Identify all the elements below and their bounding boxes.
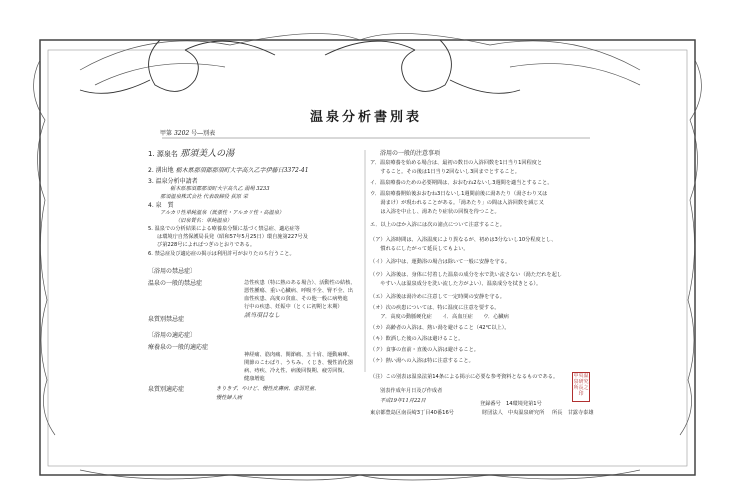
page-title: 温泉分析書別表 <box>310 110 423 125</box>
note-line: （ク）食事の直前・直後の入浴は避けること。 <box>370 347 479 353</box>
item-num: 5. <box>148 226 153 232</box>
item-num: 2. <box>148 167 154 174</box>
left-item-4 <box>148 202 174 210</box>
note-line: ア．温泉療養を始める場合は、最初の数日の入浴回数を1日当り1回程度と <box>370 160 543 166</box>
note-line: は入浴を中止し、湯あたり症状の回復を待つこと。 <box>370 209 500 215</box>
indication-heading: 〔浴用の適応症〕 <box>148 332 197 339</box>
item-text: 温泉での分析結果による療養泉分類に基づく禁忌症、適応症等 <box>154 226 300 232</box>
note-line: 慣れるにしたがって延長してもよい。 <box>370 246 469 252</box>
spring-name: 那須美人の湯 <box>180 149 235 159</box>
number-value: 3202 <box>173 130 190 137</box>
document-number <box>160 130 215 138</box>
specific-indication-line-2: 慢性婦人病 <box>216 395 242 401</box>
applicant-address: 栃木県那須郡那須町大字高久乙 湯場 3233 <box>170 186 270 192</box>
left-item-3 <box>148 178 198 186</box>
left-item-5-line3: び第228号によればつぎのとおりである。 <box>157 242 256 248</box>
item-text: 禁忌症及び適応症の掲示は利用許可がおりたのち行うこと。 <box>154 251 295 257</box>
registry-number: 登録番号 14環境発第1号 <box>480 401 542 407</box>
contra-line-3: 血性疾患、高度の貧血、その他一般に病勢進 <box>244 296 348 302</box>
item-label: 泉 質 <box>155 202 174 209</box>
contra-line-4: 行中の疾患、妊娠中（とくに初期と末期） <box>244 304 343 310</box>
contra-heading: 〔浴用の禁忌症〕 <box>148 268 197 275</box>
contra-line-2: 悪性腫瘍、重い心臓病、呼吸不全、腎不全、出 <box>244 288 353 294</box>
item-num: 1. <box>148 150 155 158</box>
note-line: ウ．温泉療養開始後おおむね3日ないし1週間前後に湯あたり（湯さわり又は <box>370 191 548 197</box>
note-line: ア．高度の動脈硬化症 イ．高血圧症 ウ．心臓病 <box>370 314 509 320</box>
specific-contra-label: 泉質別禁忌症 <box>148 316 185 323</box>
contra-label: 温泉の一般的禁忌症 <box>148 280 203 287</box>
specific-indication-label: 泉質別適応症 <box>148 386 185 393</box>
item-num: 4. <box>148 202 154 209</box>
number-suffix: 号―別表 <box>191 130 216 137</box>
note-line: すること。その後は1日当り2回ないし3回までとすること。 <box>370 169 520 175</box>
note-line: やすい人は温泉成分を洗い流した方がよい）、温泉成分を拭きとる）。 <box>370 281 542 287</box>
note-line: （オ）次の疾患については、特に温度に注意を要する。 <box>370 305 500 311</box>
creator-org: 財団法人 中央温泉研究所 <box>482 410 545 416</box>
date-label: 別表作成年月日及び作成者 <box>380 388 443 394</box>
footnote: （注）この別表は温泉法第14条による掲示に必要な参考資料となるものである。 <box>370 374 559 380</box>
item-num: 6. <box>148 251 153 257</box>
indication-line-4: 健康増進 <box>244 376 265 382</box>
creator-title: 所長 甘露寺泰雄 <box>552 410 594 416</box>
old-spring-type: （旧泉質名：単純温泉） <box>175 218 233 224</box>
item-label: 温泉分析申請者 <box>155 178 198 185</box>
note-line: （エ）入浴後は湯冷めに注意して一定時間の安静を守る。 <box>370 294 505 300</box>
official-seal <box>572 372 590 402</box>
note-line: イ．温泉療養のための必要期間は、おおむね2ないし3週間を適当とすること。 <box>370 180 553 186</box>
notes-heading: 浴用の一般的注意事項 <box>380 150 441 157</box>
left-item-5 <box>148 226 300 233</box>
left-item-2 <box>148 167 309 175</box>
note-line: （ウ）入浴後は、身体に付着した温泉の成分を水で洗い流さない（湯ただれを起し <box>370 272 562 278</box>
note-line: （ケ）熱い湯への入浴は特に注意すること。 <box>370 358 474 364</box>
note-line: エ．以上のほか入浴には次の諸点について注意すること。 <box>370 222 505 228</box>
applicant-company: 那須温泉株式会社 代表取締役 荻原 栄 <box>160 194 248 200</box>
left-item-5-line2: は環境庁自然保護局長発（昭和57年5月25日）環自施第227号及 <box>157 234 308 240</box>
spring-type: アルカリ性単純温泉（低張性・アルカリ性・高温泉） <box>160 210 285 216</box>
specific-contra-value: 該当項目なし <box>244 312 281 319</box>
creator-address: 東京都豊島区南長崎3丁目40番16号 <box>370 410 454 416</box>
note-line: 湯まけ）が現われることがある。「湯あたり」の間は入浴回数を減じ又 <box>370 200 544 206</box>
note-line: （ア）入浴時間は、入浴温度により異なるが、初めは3分ないし10分程度とし、 <box>370 237 557 243</box>
indication-line-3: 病、痔疾、冷え性、病後回復期、疲労回復、 <box>244 368 348 374</box>
left-item-1 <box>148 150 234 159</box>
number-prefix: 甲第 <box>160 130 173 137</box>
specific-indication-line-1: きりきず、やけど、慢性皮膚病、虚弱児童、 <box>216 386 320 392</box>
phoenix-left-icon <box>80 40 275 93</box>
note-line: （イ）入浴中は、運動浴の場合は除いて一般に安静を守る。 <box>370 259 511 265</box>
note-line: （カ）高齢者の入浴は、熱い湯を避けること（42℃以上）。 <box>370 325 510 331</box>
contra-line-1: 急性疾患（特に熱のある場合）、活動性の結核、 <box>244 280 356 286</box>
date-value: 平成19年11月22日 <box>380 398 426 404</box>
item-label: 源泉名 <box>156 150 178 158</box>
location: 栃木県那須郡那須町大字高久乙字伊藤日3372-41 <box>175 167 309 174</box>
item-label: 湧出地 <box>155 167 174 174</box>
note-line: （キ）飲酒した後の入浴は避けること。 <box>370 336 464 342</box>
phoenix-right-icon <box>325 40 520 93</box>
indication-label: 療養泉の一般的適応症 <box>148 344 209 351</box>
seal-text: 中央温泉研究所長之印 <box>573 373 589 397</box>
left-item-6 <box>148 251 295 258</box>
indication-line-2: 関節のこわばり、うちみ、くじき、慢性消化器 <box>244 360 354 366</box>
indication-line-1: 神経痛、筋肉痛、関節痛、五十肩、運動麻痺、 <box>244 352 353 358</box>
item-num: 3. <box>148 178 154 185</box>
